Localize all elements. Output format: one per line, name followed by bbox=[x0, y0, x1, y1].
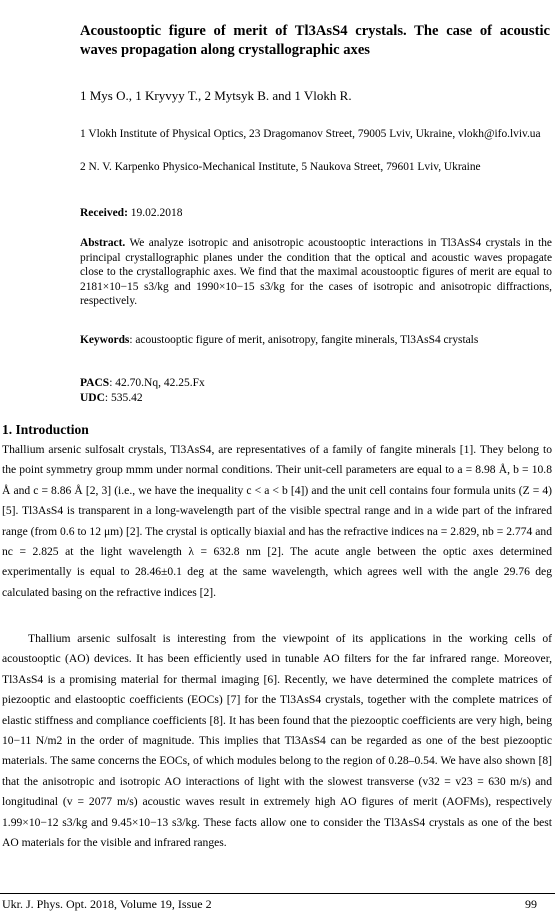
udc-value: : 535.42 bbox=[104, 391, 143, 404]
section-heading-introduction: 1. Introduction bbox=[2, 422, 89, 437]
footer-page-number: 99 bbox=[525, 897, 537, 911]
received-label: Received: bbox=[80, 207, 128, 219]
affiliation-2: 2 N. V. Karpenko Physico-Mechanical Institute, 5 Naukova Street, 79601 Lviv, Ukraine bbox=[80, 161, 481, 173]
udc-line bbox=[80, 391, 205, 406]
classification-codes bbox=[80, 376, 205, 405]
received-line bbox=[80, 207, 183, 219]
paragraph-2: Thallium arsenic sulfosalt is interesting from the viewpoint of its applications in the working cells of acoustooptic (AO) devices. It has been efficiently used in tunable AO filters for the far infrared range. Moreover, Tl3AsS4 is a promising material for thermal imaging [6]. Recently, we have determined the complete matrices of piezooptic and elastooptic coefficients (EOCs) [7] for the Tl3AsS4 crystals, together with the complete matrices of elastic stiffness and compliance coefficients [8]. It has been found that the piezooptic coefficients are very high, being 10−11 N/m2 in the order of magnitude. This implies that Tl3AsS4 can be regarded as one of the best piezooptic materials. The same concerns the EOCs, of which modules belong to the region of 0.28–0.54. We have also shown [8] that the anisotropic and isotropic AO interactions of light with the slowest transverse (v32 = v23 = 630 m/s) and longitudinal (v = 2077 m/s) acoustic waves result in extremely high AO figures of merit (AOFMs), respectively 1.99×10−12 s3/kg and 9.45×10−13 s3/kg. These facts allow one to consider the Tl3AsS4 crystals as one of the best AO materials for the visible and infrared ranges. bbox=[2, 632, 552, 850]
pacs-line bbox=[80, 376, 205, 391]
pacs-label: PACS bbox=[80, 377, 110, 389]
keywords bbox=[80, 333, 552, 348]
keywords-text: : acoustooptic figure of merit, anisotropy, fangite minerals, Tl3AsS4 crystals bbox=[129, 334, 479, 346]
pacs-value: : 42.70.Nq, 42.25.Fx bbox=[109, 377, 205, 389]
abstract bbox=[80, 236, 552, 309]
abstract-text: We analyze isotropic and anisotropic acoustooptic interactions in Tl3AsS4 crystals in the principal crystallographic planes under the condition that the optical and acoustic waves propagate close to the crystallographic axes. We find that the maximal acoustooptic figures of merit are equal to 2181×10−15 s3/kg and 1990×10−15 s3/kg for the cases of isotropic and anisotropic diffractions, respectively. bbox=[80, 237, 552, 308]
footer-journal: Ukr. J. Phys. Opt. 2018, Volume 19, Issue 2 bbox=[2, 897, 212, 911]
received-date: 19.02.2018 bbox=[130, 207, 183, 219]
author-list: 1 Mys O., 1 Kryvyy T., 2 Mytsyk B. and 1 Vlokh R. bbox=[80, 88, 352, 103]
keywords-label: Keywords bbox=[80, 334, 130, 346]
paragraph-1: Thallium arsenic sulfosalt crystals, Tl3AsS4, are representatives of a family of fangite minerals [1]. They belong to the point symmetry group mmm under normal conditions. Their unit-cell parameters are equal to a = 8.98 Å, b = 10.8 Å and c = 8.86 Å [2, 3] (i.e., we have the inequality c < a < b [4]) and the unit cell contains four formula units (Z = 4) [5]. Tl3AsS4 is transparent in a long-wavelength part of the visible spectral range and in a wide part of the infrared range (from 0.6 to 12 μm) [2]. The crystal is optically biaxial and has the refractive indices na = 2.829, nb = 2.774 and nc = 2.825 at the light wavelength λ = 632.8 nm [2]. The acute angle between the optic axes determined experimentally is equal to 28.46±0.1 deg at the same wavelength, which agrees well with the angle 29.76 deg calculated basing on the refractive indices [2]. bbox=[2, 443, 552, 599]
affiliation-1: 1 Vlokh Institute of Physical Optics, 23 Dragomanov Street, 79005 Lviv, Ukraine, vlokh@ifo.lviv.ua bbox=[80, 128, 541, 140]
paper-title: Acoustooptic figure of merit of Tl3AsS4 crystals. The case of acoustic waves propagation along crystallographic axes bbox=[80, 23, 550, 58]
abstract-label: Abstract. bbox=[80, 237, 126, 249]
udc-label: UDC bbox=[80, 391, 105, 404]
footer-divider bbox=[0, 893, 555, 894]
